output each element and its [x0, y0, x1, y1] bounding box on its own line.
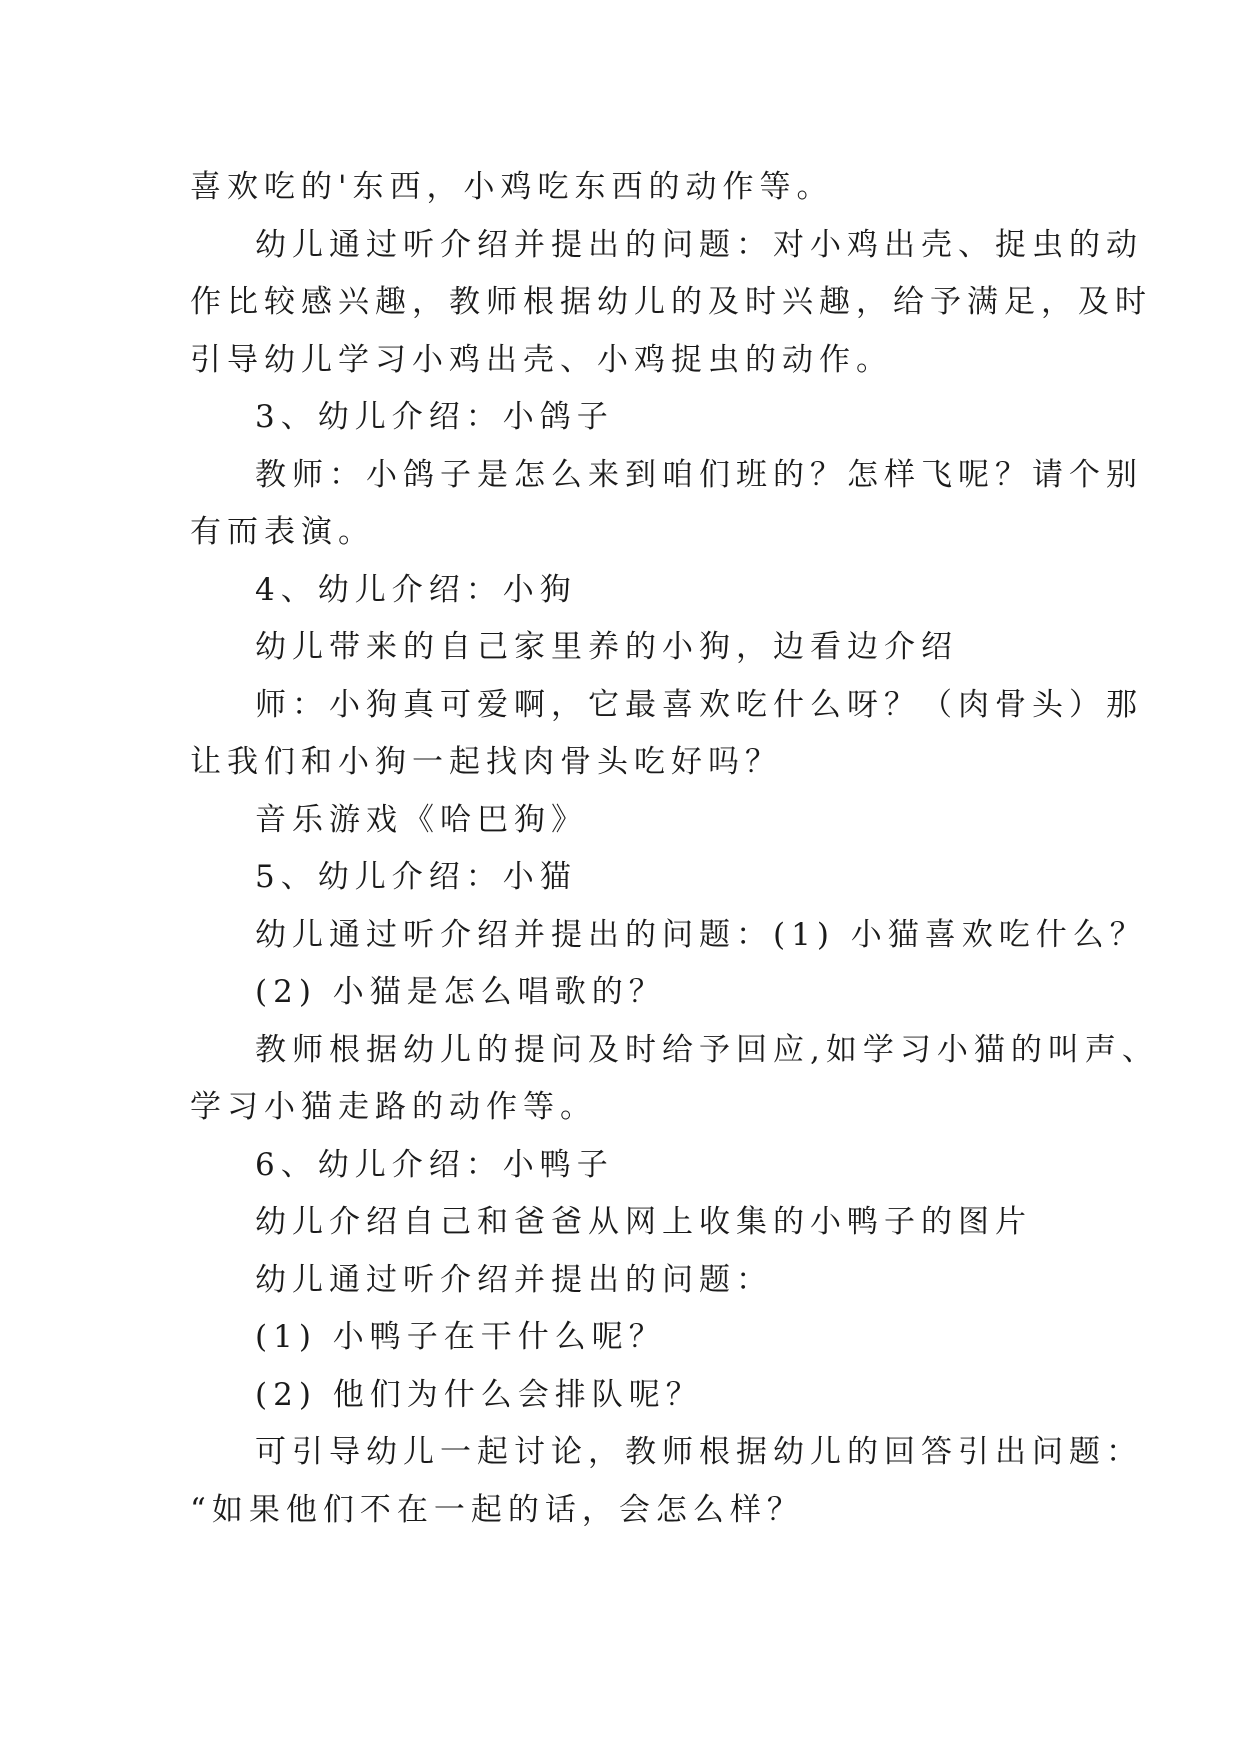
text-line: (1) 小鸭子在干什么呢？ — [255, 1319, 666, 1355]
text-line: 幼儿介绍自己和爸爸从网上收集的小鸭子的图片 — [255, 1204, 1032, 1240]
text-line: 让我们和小狗一起找肉骨头吃好吗？ — [190, 744, 782, 780]
text-line: 可引导幼儿一起讨论，教师根据幼儿的回答引出问题： — [255, 1434, 1143, 1470]
text-line: 师：小狗真可爱啊，它最喜欢吃什么呀？（肉骨头）那 — [255, 687, 1143, 723]
text-line: 引导幼儿学习小鸡出壳、小鸡捉虫的动作。 — [190, 342, 893, 378]
text-line: 作比较感兴趣，教师根据幼儿的及时兴趣，给予满足，及时 — [190, 284, 1152, 320]
section-heading: 6、幼儿介绍：小鸭子 — [255, 1147, 614, 1183]
text-line: 幼儿通过听介绍并提出的问题：对小鸡出壳、捉虫的动 — [255, 227, 1143, 263]
text-line: (2) 小猫是怎么唱歌的？ — [255, 974, 666, 1010]
text-line: 教师：小鸽子是怎么来到咱们班的？怎样飞呢？请个别 — [255, 457, 1143, 493]
text-line: 喜欢吃的'东西，小鸡吃东西的动作等。 — [190, 169, 834, 205]
text-line: “如果他们不在一起的话，会怎么样？ — [190, 1492, 804, 1528]
text-line: 有而表演。 — [190, 514, 375, 550]
text-line: 幼儿带来的自己家里养的小狗，边看边介绍 — [255, 629, 958, 665]
text-line: 音乐游戏《哈巴狗》 — [255, 802, 588, 838]
section-heading: 3、幼儿介绍：小鸽子 — [255, 399, 614, 435]
text-line: 幼儿通过听介绍并提出的问题： — [255, 1262, 773, 1298]
section-heading: 4、幼儿介绍：小狗 — [255, 572, 577, 608]
text-line: 教师根据幼儿的提问及时给予回应,如学习小猫的叫声、 — [255, 1032, 1159, 1068]
text-line: 学习小猫走路的动作等。 — [190, 1089, 597, 1125]
section-heading: 5、幼儿介绍：小猫 — [255, 859, 577, 895]
text-line: 幼儿通过听介绍并提出的问题：(1) 小猫喜欢吃什么？ — [255, 917, 1147, 953]
text-line: (2) 他们为什么会排队呢？ — [255, 1377, 703, 1413]
